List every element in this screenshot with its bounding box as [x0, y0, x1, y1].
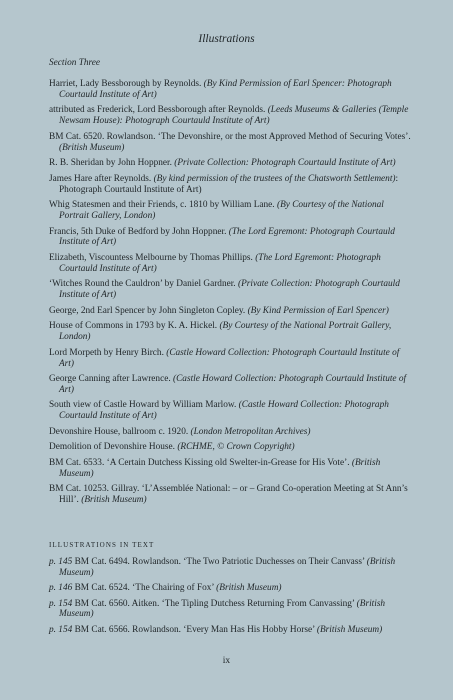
list-item: BM Cat. 6520. Rowlandson. ‘The Devonshire, or the most Approved Method of Securing Votes’. (British Museum): [49, 131, 411, 153]
list-item: BM Cat. 10253. Gillray. ‘L’Assemblée National: – or – Grand Co-operation Meeting at St Ann’s Hill’. (British Museum): [49, 484, 408, 506]
section-title: Section Three: [49, 58, 101, 68]
list-item: R. B. Sheridan by John Hoppner. (Private Collection: Photograph Courtauld Institute of Art): [49, 158, 396, 169]
page-number: ix: [222, 656, 231, 666]
list-item: p. 145 BM Cat. 6494. Rowlandson. ‘The Two Patriotic Duchesses on Their Canvass’ (British Museum): [49, 557, 396, 578]
text-illustrations-heading: ILLUSTRATIONS IN TEXT: [49, 541, 155, 549]
list-item: George, 2nd Earl Spencer by John Singleton Copley. (By Kind Permission of Earl Spencer): [49, 305, 389, 316]
list-item: Whig Statesmen and their Friends, c. 1810 by William Lane. (By Courtesy of the National Portrait Gallery, London): [49, 200, 384, 222]
list-item: George Canning after Lawrence. (Castle Howard Collection: Photograph Courtauld Institute of Art): [49, 374, 407, 395]
list-item: House of Commons in 1793 by K. A. Hickel. (By Courtesy of the National Portrait Gallery, London): [49, 321, 392, 343]
list-item: p. 146 BM Cat. 6524. ‘The Chairing of Fox’ (British Museum): [49, 583, 282, 594]
list-item: South view of Castle Howard by William Marlow. (Castle Howard Collection: Photograph Courtauld Institute of Art): [49, 400, 389, 422]
list-item: Devonshire House, ballroom c. 1920. (London Metropolitan Archives): [49, 426, 311, 437]
list-item: p. 154 BM Cat. 6566. Rowlandson. ‘Every Man Has His Hobby Horse’ (British Museum): [49, 624, 383, 635]
list-item: Lord Morpeth by Henry Birch. (Castle Howard Collection: Photograph Courtauld Institute of Art): [49, 347, 400, 369]
list-item: Elizabeth, Viscountess Melbourne by Thomas Phillips. (The Lord Egremont: Photograph Courtauld Institute of Art): [49, 252, 381, 274]
list-item: ‘Witches Round the Cauldron’ by Daniel Gardner. (Private Collection: Photograph Courtauld Institute of Art): [49, 279, 400, 301]
text-illustration-list: [49, 557, 414, 640]
list-item: James Hare after Reynolds. (By kind permission of the trustees of the Chatsworth Settlement): Photograph Courtauld Institute of Art): [49, 173, 399, 195]
list-item: Francis, 5th Duke of Bedford by John Hoppner. (The Lord Egremont: Photograph Courtauld Institute of Art): [49, 226, 395, 248]
illustration-list: [49, 79, 414, 511]
list-item: Demolition of Devonshire House. (RCHME, © Crown Copyright): [49, 442, 295, 453]
list-item: p. 154 BM Cat. 6560. Aitken. ‘The Tipling Dutchess Returning From Canvassing’ (British Museum): [49, 598, 386, 620]
list-item: Harriet, Lady Bessborough by Reynolds. (By Kind Permission of Earl Spencer: Photograph Courtauld Institute of Art): [49, 79, 392, 100]
list-item: BM Cat. 6533. ‘A Certain Dutchess Kissing old Swelter-in-Grease for His Vote’. (British Museum): [49, 457, 381, 479]
list-item: attributed as Frederick, Lord Bessborough after Reynolds. (Leeds Museums & Galleries (Temple Newsam House): Photograph Courtauld Institute of Art): [49, 105, 409, 127]
running-header: Illustrations: [198, 33, 255, 45]
